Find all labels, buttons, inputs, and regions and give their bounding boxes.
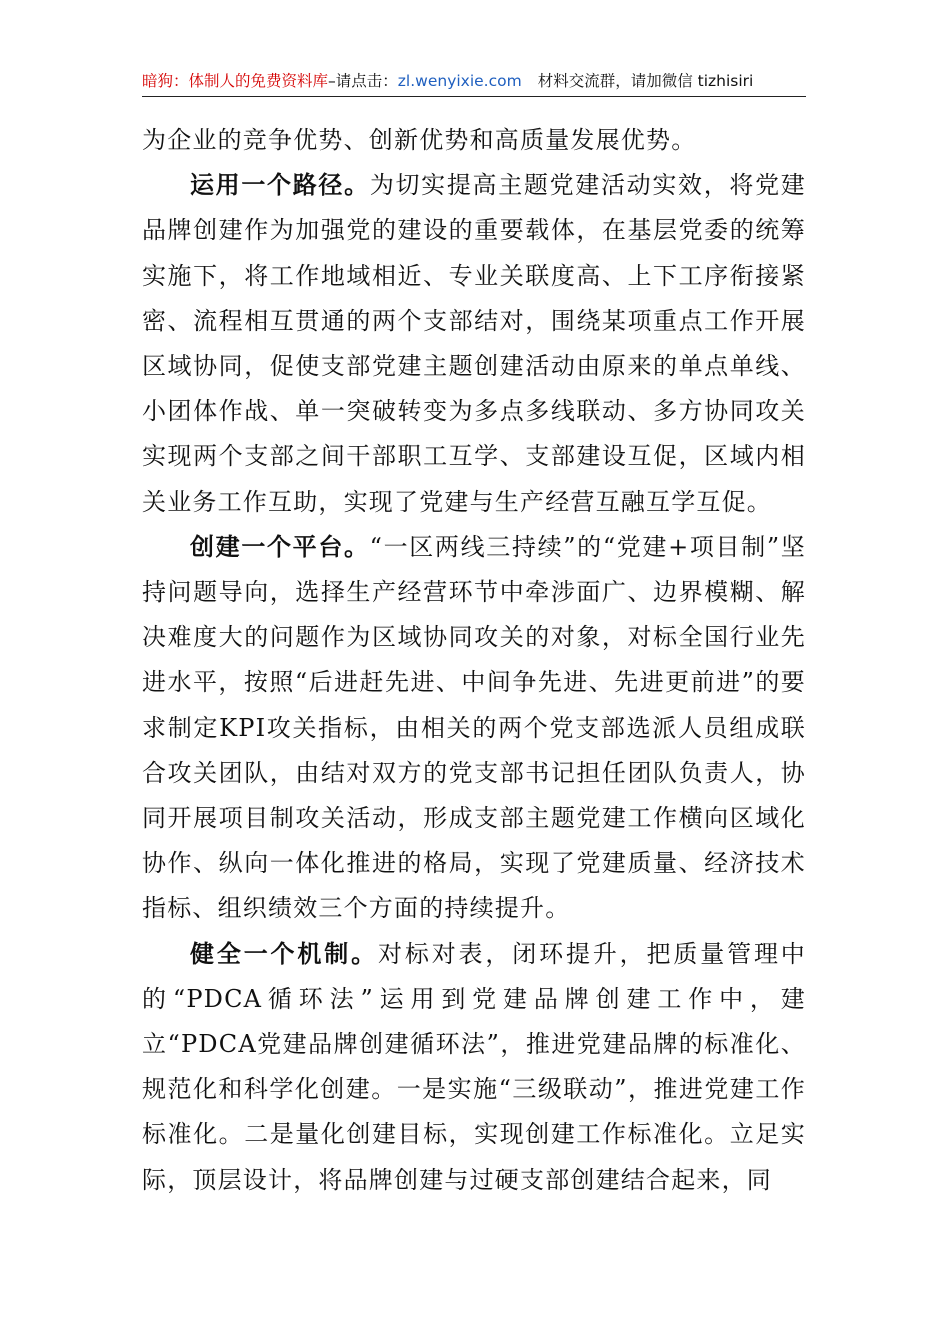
paragraph-continuation [142, 118, 806, 163]
paragraph-heading: 健全一个机制。 [190, 939, 378, 968]
paragraph-heading: 运用一个路径。 [190, 171, 370, 200]
paragraph-mechanism [142, 932, 806, 1203]
header-link[interactable]: zl.wenyixie.com [397, 72, 522, 90]
paragraph-text: 对标对表，闭环提升，把质量管理中的“PDCA循环法”运用到党建品牌创建工作中，建立“PDCA党建品牌创建循环法”，推进党建品牌的标准化、规范化和科学化创建。一是实施“三级联动”，推进党建工作标准化。二是量化创建目标，实现创建工作标准化。立足实际，顶层设计，将品牌创建与过硬支部创建结合起来，同 [142, 939, 806, 1194]
paragraph-platform [142, 525, 806, 932]
document-body [142, 118, 806, 1203]
paragraph-text: “一区两线三持续”的“党建+项目制”坚持问题导向，选择生产经营环节中牵涉面广、边界模糊、解决难度大的问题作为区域协同攻关的对象，对标全国行业先进水平，按照“后进赶先进、中间争先进、先进更前进”的要求制定KPI攻关指标，由相关的两个党支部选派人员组成联合攻关团队，由结对双方的党支部书记担任团队负责人，协同开展项目制攻关活动，形成支部主题党建工作横向区域化协作、纵向一体化推进的格局，实现了党建质量、经济技术指标、组织绩效三个方面的持续提升。 [142, 532, 806, 923]
page-header [142, 68, 806, 97]
paragraph-text: 为企业的竞争优势、创新优势和高质量发展优势。 [142, 126, 697, 154]
header-contact: 材料交流群，请加微信 tizhisiri [537, 72, 754, 90]
header-brand: 暗狗：体制人的免费资料库 [142, 72, 329, 90]
paragraph-text: 为切实提高主题党建活动实效，将党建品牌创建作为加强党的建设的重要载体，在基层党委的统筹实施下，将工作地域相近、专业关联度高、上下工序衔接紧密、流程相互贯通的两个支部结对，围绕某项重点工作开展区域协同，促使支部党建主题创建活动由原来的单点单线、小团体作战、单一突破转变为多点多线联动、多方协同攻关实现两个支部之间干部职工互学、支部建设互促，区域内相关业务工作互助，实现了党建与生产经营互融互学互促。 [142, 171, 806, 516]
paragraph-heading: 创建一个平台。 [190, 532, 370, 561]
paragraph-path [142, 163, 806, 525]
header-prompt: –请点击： [328, 72, 398, 90]
